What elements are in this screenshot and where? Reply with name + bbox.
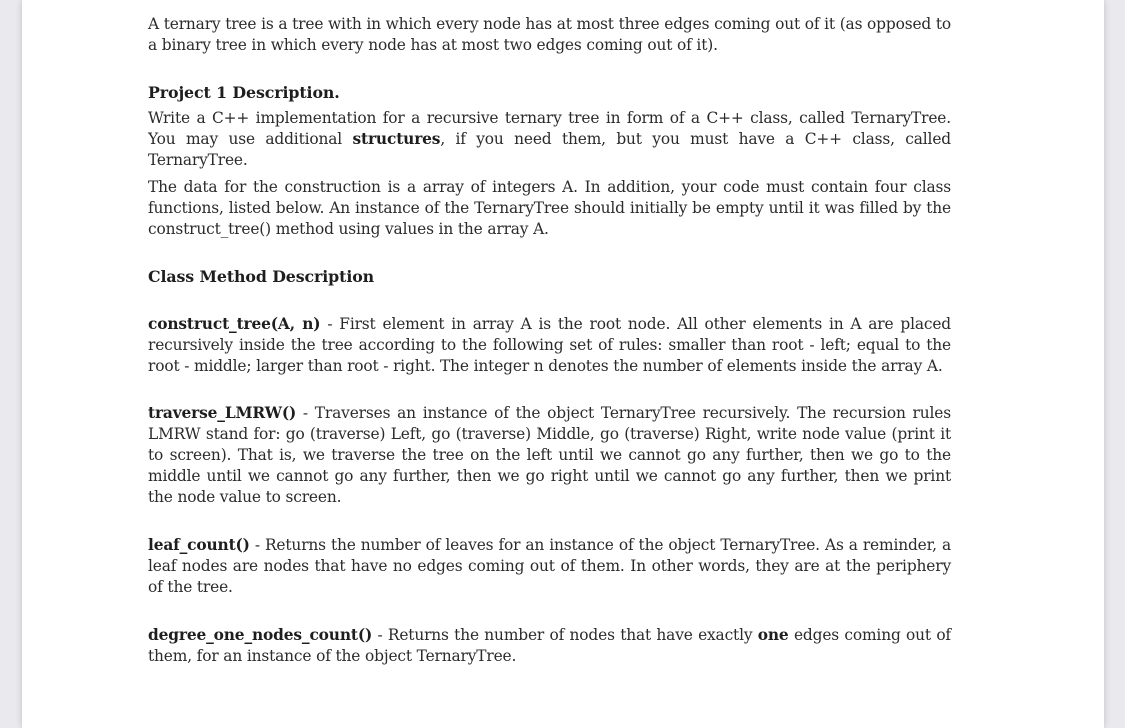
method-degree-one-nodes-count [148,625,951,667]
method-description-2: edges coming out of them, for an instance of the object TernaryTree. [148,626,951,665]
project-heading: Project 1 Description. [148,83,340,102]
method-name: leaf_count() [148,536,250,554]
method-leaf-count [148,535,951,598]
intro-text: A ternary tree is a tree with in which every node has at most three edges coming out of it (as opposed to a binary tree in which every node has at most two edges coming out of it). [148,15,951,54]
method-name: degree_one_nodes_count() [148,626,373,644]
method-name: construct_tree(A, n) [148,315,321,333]
data-text: The data for the construction is a array of integers A. In addition, your code must contain four class functions, listed below. An instance of the TernaryTree should initially be empty until it was filled by the construct_tree() method using values in the array A. [148,178,951,238]
method-description: - First element in array A is the root node. All other elements in A are placed recursively inside the tree according to the following set of rules: smaller than root - left; equal to the root - middle; larger than root - right. The integer n denotes the number of elements inside the array A. [148,315,951,375]
method-description-1: - Returns the number of nodes that have exactly [372,626,758,644]
project-text-2: , if you need them, but you must have a C++ class, called TernaryTree. [148,130,951,169]
method-name: traverse_LMRW() [148,404,297,422]
project-paragraph [148,108,951,171]
method-traverse-lmrw [148,403,951,508]
intro-paragraph [148,14,951,56]
data-paragraph [148,177,951,240]
method-description: - Returns the number of leaves for an instance of the object TernaryTree. As a reminder, a leaf nodes are nodes that have no edges coming out of them. In other words, they are at the periphery of the tree. [148,536,951,596]
project-text-1: Write a C++ implementation for a recursive ternary tree in form of a C++ class, called TernaryTree. You may use additional [148,109,951,148]
method-description: - Traverses an instance of the object TernaryTree recursively. The recursion rules LMRW stand for: go (traverse) Left, go (traverse) Middle, go (traverse) Right, write node value (print it to screen). That is, we traverse the tree on the left until we cannot go any further, then we go to the middle until we cannot go any further, then we go right until we cannot go any further, then we print the node value to screen. [148,404,951,506]
method-bold-one: one [757,626,789,644]
method-construct-tree [148,314,951,377]
project-bold-structures: structures [352,130,441,148]
class-method-heading: Class Method Description [148,267,375,286]
